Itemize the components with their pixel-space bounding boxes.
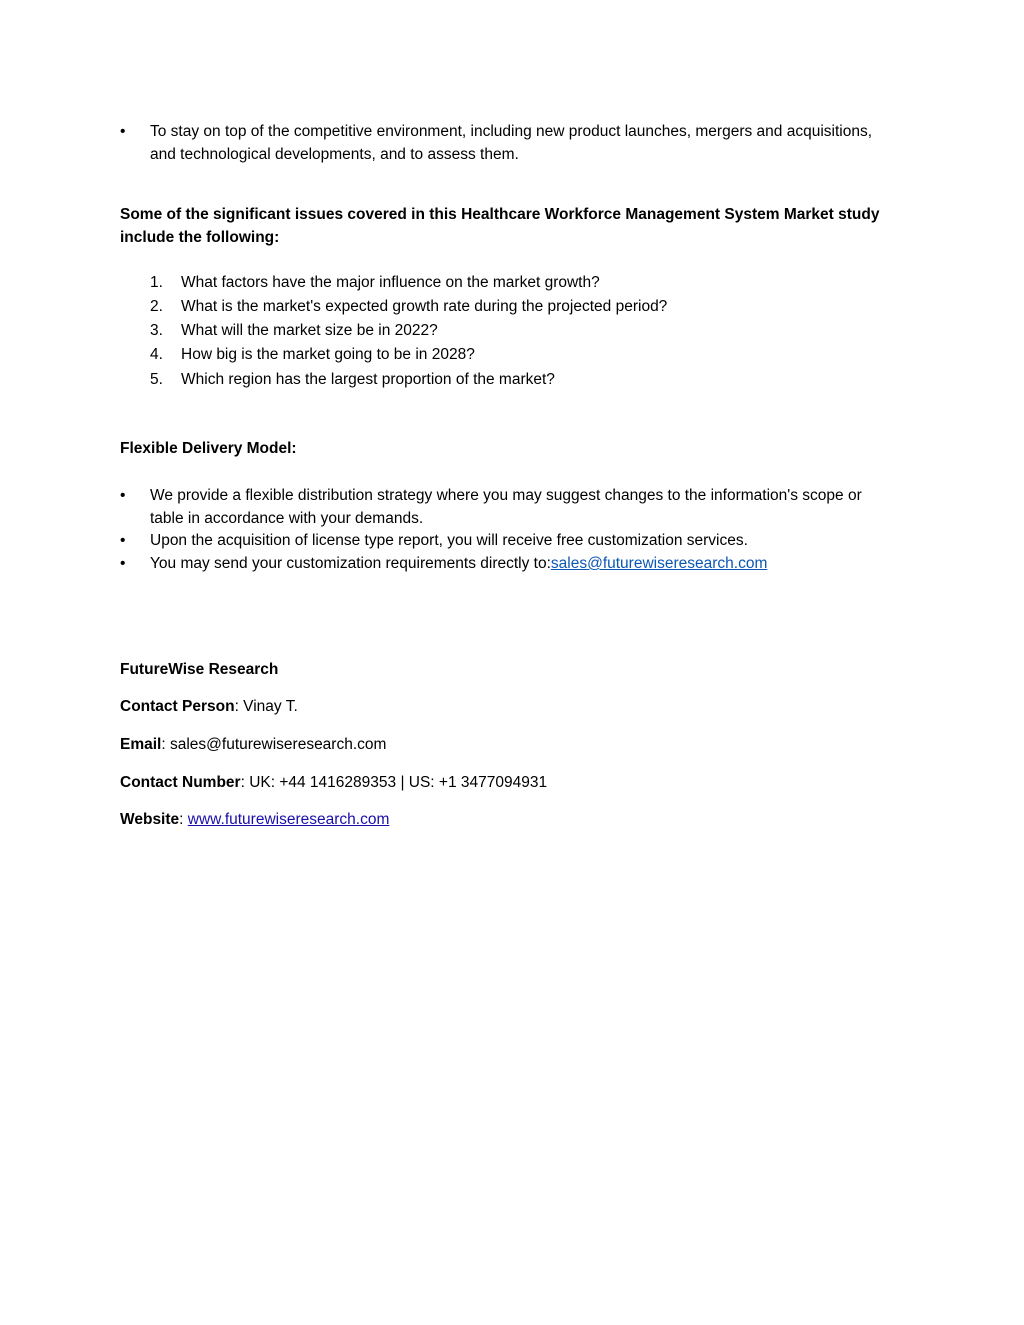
bullet-marker: • <box>120 123 126 140</box>
issue-item-5 <box>150 368 850 392</box>
contact-number-line <box>120 771 880 794</box>
bullet-marker: • <box>120 487 126 504</box>
issue-item-2 <box>150 295 850 319</box>
delivery-bullet-3 <box>120 552 880 575</box>
issues-heading: Some of the significant issues covered in this Healthcare Workforce Management System Market study include the following: <box>120 206 880 246</box>
issue-item-3 <box>150 319 850 343</box>
contact-person-value: : Vinay T. <box>234 698 298 715</box>
website-label: Website <box>120 811 180 828</box>
contact-person-line <box>120 695 880 718</box>
email-value: : sales@futurewiseresearch.com <box>161 736 387 753</box>
delivery-heading: Flexible Delivery Model: <box>120 440 297 457</box>
issue-number: 5. <box>150 371 163 388</box>
company-name: FutureWise Research <box>120 661 279 678</box>
contact-number-label: Contact Number <box>120 774 241 791</box>
delivery-bullet-1 <box>120 484 880 530</box>
email-label: Email <box>120 736 162 753</box>
issue-number: 3. <box>150 322 163 339</box>
delivery-bullet-text: Upon the acquisition of license type report, you will receive free customization services. <box>150 532 748 549</box>
contact-person-label: Contact Person <box>120 698 235 715</box>
website-link[interactable]: www.futurewiseresearch.com <box>187 811 390 828</box>
website-line <box>120 808 880 831</box>
issue-number: 2. <box>150 298 163 315</box>
email-line <box>120 733 880 756</box>
sales-email-link[interactable]: sales@futurewiseresearch.com <box>550 555 768 572</box>
issue-number: 4. <box>150 346 163 363</box>
intro-bullet <box>120 120 880 166</box>
issue-text: What will the market size be in 2022? <box>181 322 438 339</box>
issue-text: Which region has the largest proportion of the market? <box>181 371 555 388</box>
issue-text: What is the market's expected growth rate during the projected period? <box>181 298 668 315</box>
issue-text: What factors have the major influence on the market growth? <box>181 274 600 291</box>
contact-number-value: : UK: +44 1416289353 | US: +1 3477094931 <box>240 774 548 791</box>
issue-number: 1. <box>150 274 163 291</box>
issue-text: How big is the market going to be in 2028? <box>181 346 475 363</box>
website-separator: : <box>179 811 188 828</box>
delivery-bullet-2 <box>120 529 880 552</box>
intro-bullet-text: To stay on top of the competitive environment, including new product launches, mergers and acquisitions, and technological developments, and to assess them. <box>150 123 873 163</box>
bullet-marker: • <box>120 532 126 549</box>
issue-item-1 <box>150 271 850 295</box>
delivery-bullet-text: We provide a flexible distribution strategy where you may suggest changes to the information's scope or table in accordance with your demands. <box>150 487 862 527</box>
delivery-bullet-text: You may send your customization requirements directly to: <box>150 555 551 572</box>
issue-item-4 <box>150 343 850 367</box>
bullet-marker: • <box>120 555 126 572</box>
